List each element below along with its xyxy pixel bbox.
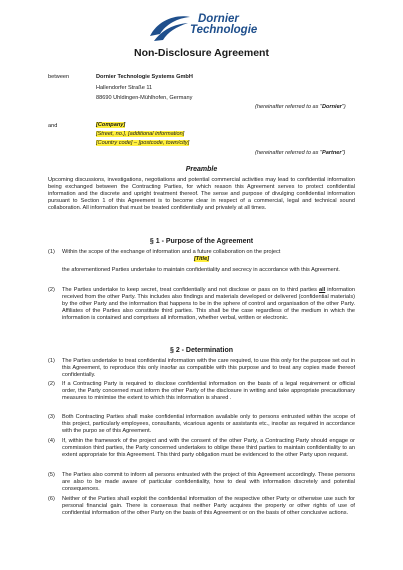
- section2-item6-number: (6): [48, 496, 55, 502]
- section2-item4: [48, 438, 355, 459]
- section2-item1: [48, 358, 355, 379]
- section1-item2-all: all: [319, 287, 326, 293]
- logo-line2: Technologie: [190, 24, 258, 36]
- party2-company-line: [96, 122, 125, 129]
- document-title: Non-Disclosure Agreement: [134, 47, 269, 59]
- party1-name: Dornier Technologie Systems GmbH: [96, 74, 193, 80]
- logo-swoosh-icon: [148, 14, 192, 44]
- section2-item3-text: Both Contracting Parties shall make confidential information available only to persons entrusted within the scope of this project, particularly employees, consultants, vicarious agents or assistants etc., insofar as required in accordance with the purpo se of this Agreement.: [62, 414, 355, 435]
- section2-item4-text: If, within the framework of the project and with the consent of the other Party, a Contracting Party should engage or commission third parties, the Party concerned undertakes to oblige these third parties to maintain confidentiality to an extent appropriate for this Agreement. This third party obligation must be evidenced to the other Party upon request.: [62, 438, 355, 459]
- and-label: and: [48, 123, 58, 129]
- section2-item2: [48, 381, 355, 402]
- section2-item3: [48, 414, 355, 435]
- party2-ref-suffix: "): [341, 150, 346, 156]
- section1-item1-line2: the aforementioned Parties undertake to maintain confidentiality and secrecy in accordance with this Agreement.: [62, 267, 340, 273]
- section1-heading: § 1 - Purpose of the Agreement: [149, 238, 254, 245]
- preamble-text: Upcoming discussions, investigations, negotiations and potential commercial activities may lead to confidential information being exchanged between the Contracting Parties, for which reason this Agreement serves to protect confidential information and the discrete and upright treatment thereof. The sense and purpose of divulging confidential information pursuant to Section 1 of this Agreement is to become clear in respect of a commercial, legal and technical sound collaboration. All information that must be treated confidentially and privately at all times.: [48, 177, 355, 212]
- party1-street: Hallendorfer Straße 11: [96, 85, 153, 91]
- preamble-heading: Preamble: [185, 166, 218, 173]
- party2-reference: [255, 150, 345, 157]
- party2-company: [Company]: [96, 122, 126, 128]
- party1-ref-prefix: (hereinafter referred to as ": [255, 104, 322, 110]
- party2-city: [Country code] – [postcode, town/city]: [96, 140, 190, 146]
- section2-item5-text: The Parties also commit to inform all persons entrusted with the project of this Agreement accordingly. These persons are also to be made aware of particular confidentiality, how to deal with information discretely and potential consequences.: [62, 472, 355, 493]
- between-label: between: [48, 74, 70, 80]
- section1-item1-line1: Within the scope of the exchange of information and a future collaboration on the project: [62, 249, 281, 255]
- party2-city-line: [96, 140, 189, 147]
- party2-street: [Street, no.], [additional information]: [96, 131, 185, 137]
- section2-item3-number: (3): [48, 414, 55, 420]
- party2-ref-name: Partner: [321, 150, 342, 156]
- party1-ref-name: Dornier: [321, 104, 342, 110]
- party1-ref-suffix: "): [341, 104, 346, 110]
- party1-reference: [255, 104, 346, 111]
- section1-item2-a: The Parties undertake to keep secret, treat confidentially and not disclose or pass on to third parties: [62, 287, 319, 293]
- project-title-placeholder: [Title]: [193, 256, 210, 262]
- section1-project-title-line: [0, 256, 403, 263]
- section2-item4-number: (4): [48, 438, 55, 444]
- section2-item2-text: If a Contracting Party is required to disclose confidential information on the basis of a legal requirement or official order, the Party concerned must inform the other Party of the disclosure in writing and take appropriate precautionary measures to minimise the extent to which this information is shared .: [62, 381, 355, 402]
- section2-item1-number: (1): [48, 358, 55, 364]
- section1-item2-number: (2): [48, 287, 55, 293]
- logo-line1: Dornier: [198, 13, 239, 25]
- section1-item2: [48, 287, 355, 322]
- section2-item6-text: Neither of the Parties shall exploit the confidential information of the respective other Party or otherwise use such for personal financial gain. There is consensus that neither Party acquires the property or other rights of use of confidential information of the other Party on the basis of this Agreement or on the basis of other conclusive actions.: [62, 496, 355, 517]
- section1-item2-b: information received from the other Party. This includes also findings and materials developed or delivered (confidential materials) by the other Party and the information that happens to be in the sphere of control and organisation of the other Party. Affiliates of the Parties also constitute third parties. This shall be the case regardless of the medium in which the information is contained and comprises all information, whether verbal, written or electronic.: [62, 287, 355, 322]
- section2-heading: § 2 - Determination: [169, 347, 233, 354]
- logo-wordmark: [190, 14, 257, 36]
- section1-item1: [48, 249, 355, 256]
- party2-ref-prefix: (hereinafter referred to as ": [255, 150, 322, 156]
- section2-item5: [48, 472, 355, 493]
- section1-item1-number: (1): [48, 249, 55, 255]
- company-logo: [148, 14, 273, 44]
- section1-item1-continued: [48, 267, 355, 274]
- party1-city: 88690 Uhldingen-Mühlhofen, Germany: [96, 95, 193, 101]
- section2-item1-text: The Parties undertake to treat confidential information with the care required, to use this only for the purpose set out in this Agreement, to reproduce this only insofar as compatible with this purpose and to treat any copies made thereof confidentially.: [62, 358, 355, 379]
- party2-address-line: [96, 131, 184, 138]
- section1-item2-text: [62, 287, 355, 322]
- section2-item2-number: (2): [48, 381, 55, 387]
- section2-item6: [48, 496, 355, 517]
- section2-item5-number: (5): [48, 472, 55, 478]
